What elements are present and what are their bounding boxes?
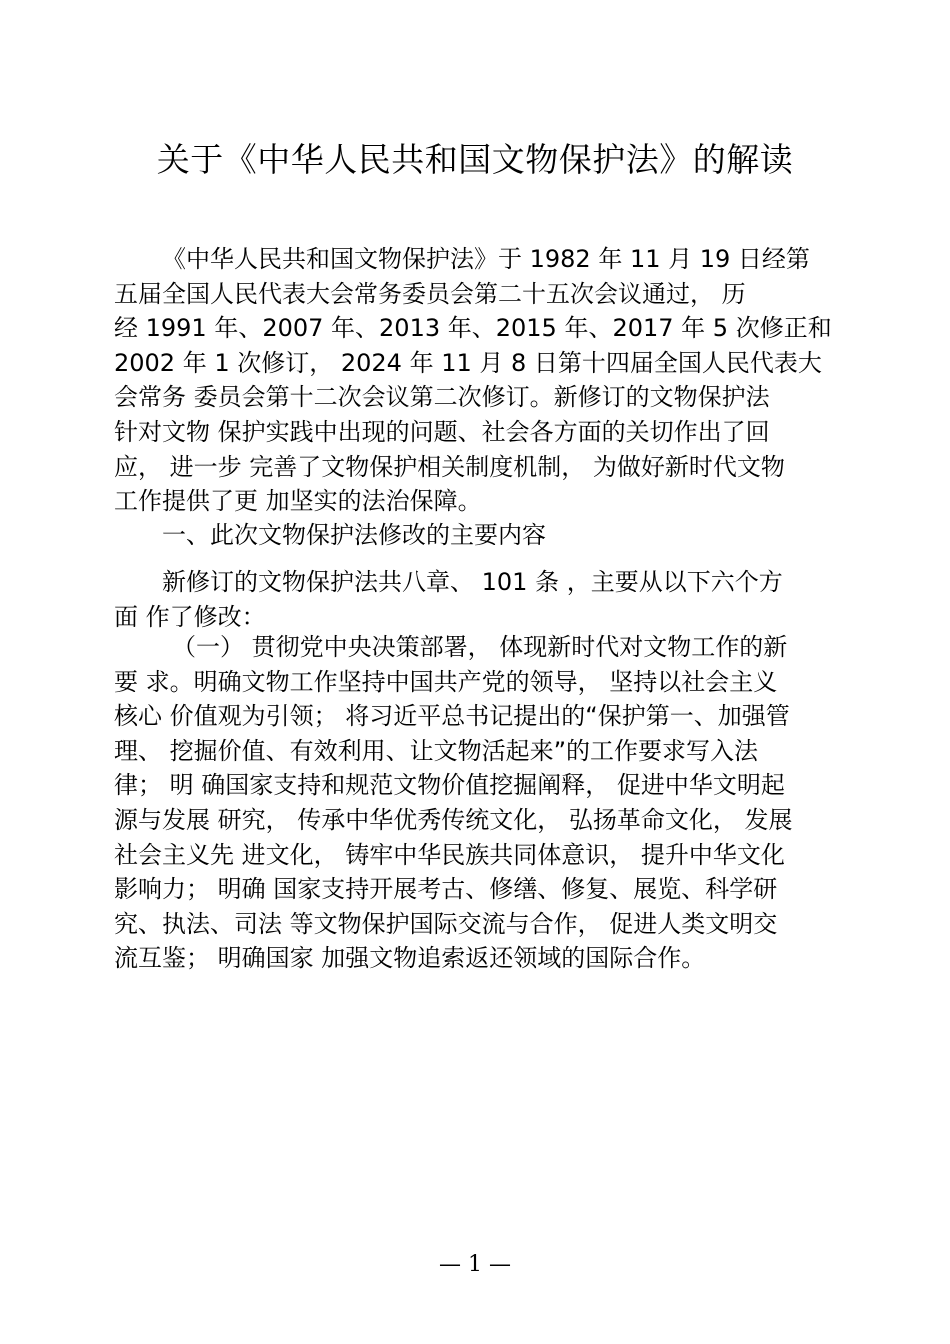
- paragraph-line: 《中华人民共和国文物保护法》于 1982 年 11 月 19 日经第: [162, 245, 810, 273]
- paragraph-line: 要 求。明确文物工作坚持中国共产党的领导， 坚持以社会主义: [114, 667, 778, 696]
- page-number: — 1 —: [439, 1252, 511, 1277]
- paragraph-line: 面 作了修改：: [114, 602, 266, 631]
- paragraph-line: （一） 贯彻党中央决策部署， 体现新时代对文物工作的新: [172, 633, 788, 661]
- paragraph-summary: [114, 565, 836, 634]
- section-heading: [114, 518, 836, 553]
- paragraph-line: 理、 挖掘价值、有效利用、让文物活起来”的工作要求写入法: [114, 736, 759, 765]
- section-heading-text: 一、此次文物保护法修改的主要内容: [162, 521, 546, 549]
- paragraph-line: 源与发展 研究， 传承中华优秀传统文化， 弘扬革命文化， 发展: [114, 805, 793, 834]
- paragraph-line: 影响力； 明确 国家支持开展考古、修缮、修复、展览、科学研: [114, 875, 778, 904]
- paragraph-line: 五届全国人民代表大会常务委员会第二十五次会议通过， 历: [114, 279, 746, 308]
- paragraph-line: 应， 进一步 完善了文物保护相关制度机制， 为做好新时代文物: [114, 452, 785, 481]
- paragraph-line: 针对文物 保护实践中出现的问题、社会各方面的关切作出了回: [114, 417, 770, 446]
- document-title: 关于《中华人民共和国文物保护法》的解读: [156, 140, 794, 179]
- paragraph-intro: [114, 242, 836, 519]
- paragraph-line: 会常务 委员会第十二次会议第二次修订。新修订的文物保护法: [114, 383, 770, 412]
- paragraph-line: 社会主义先 进文化， 铸牢中华民族共同体意识， 提升中华文化: [114, 840, 785, 869]
- paragraph-line: 律； 明 确国家支持和规范文物价值挖掘阐释， 促进中华文明起: [114, 771, 785, 800]
- paragraph-item-1: [114, 630, 836, 976]
- paragraph-line: 核心 价值观为引领； 将习近平总书记提出的“保护第一、加强管: [114, 702, 790, 731]
- paragraph-line: 流互鉴； 明确国家 加强文物追索返还领域的国际合作。: [114, 944, 706, 973]
- paragraph-line: 究、执法、司法 等文物保护国际交流与合作， 促进人类文明交: [114, 909, 778, 938]
- paragraph-line: 工作提供了更 加坚实的法治保障。: [114, 487, 482, 516]
- paragraph-line: 2002 年 1 次修订， 2024 年 11 月 8 日第十四届全国人民代表大: [114, 348, 822, 377]
- paragraph-line: 新修订的文物保护法共八章、 101 条 ，主要从以下六个方: [162, 568, 783, 596]
- paragraph-line: 经 1991 年、2007 年、2013 年、2015 年、2017 年 5 次修正和: [114, 314, 832, 343]
